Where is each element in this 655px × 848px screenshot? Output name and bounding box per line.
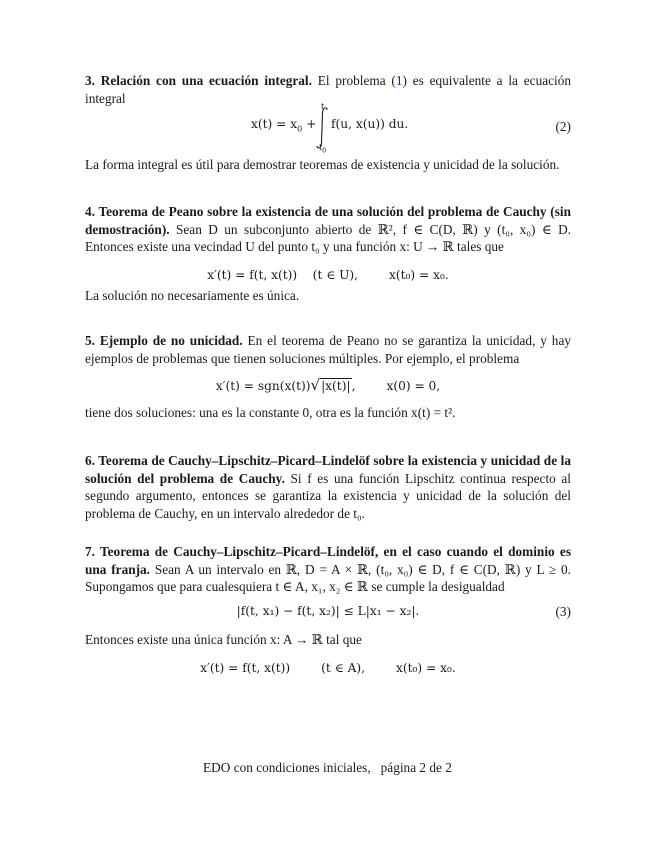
section-6 [85, 452, 571, 522]
equation-2: $x(t) = x_0$ + t $t_0$ f(u, x(u)) du. (2) [251, 102, 571, 155]
section-3 [85, 72, 571, 107]
cauchy-problem-equation: x′(t) = f(t, x(t)) (t ∈ A), x(t₀) = x₀. [200, 661, 456, 675]
equation-number: (3) [555, 604, 571, 619]
lipschitz-inequality: |f(t, x₁) − f(t, x₂)| ≤ L|x₁ − x₂|. (3) [236, 604, 571, 619]
section-5-remark: tiene dos soluciones: una es la constante 0, otra es la función x(t) = t². [85, 405, 456, 420]
section-7-paragraph: 7. Teorema de Cauchy–Lipschitz–Picard–Lindelöf, en el caso cuando el dominio es una franja. Sean A un intervalo en ℝ, D = A × ℝ, (t₀, x₀) ∈ D, f ∈ C(D, ℝ) y L ≥ 0. Supongamos que para cualesquiera t ∈ A, x₁, x₂ ∈ ℝ se cumple la desigualdad [85, 544, 571, 595]
section-4 [85, 203, 571, 256]
integral-sign: t $t_0$ [319, 102, 327, 155]
section-5 [85, 332, 571, 367]
section-4-remark: La solución no necesariamente es única. [85, 288, 300, 303]
section-6-paragraph: 6. Teorema de Cauchy–Lipschitz–Picard–Lindelöf sobre la existencia y unicidad de la solución del problema de Cauchy. Si f es una función Lipschitz continua respecto al segundo argumento, entonces se garantiza la existencia y unicidad de la solución del problema de Cauchy, en un intervalo alrededor de t₀. [85, 453, 571, 521]
non-uniqueness-equation: x′(t) = sgn(x(t))√|x(t)|, x(0) = 0, [215, 376, 441, 394]
section-7-heading: 7. Teorema de Cauchy–Lipschitz–Picard–Lindelöf, en el caso cuando el dominio es una franja. [85, 544, 571, 577]
section-4-heading: 4. Teorema de Peano sobre la existencia de una solución del problema de Cauchy (sin demostración). [85, 204, 571, 237]
section-3-remark: La forma integral es útil para demostrar teoremas de existencia y unicidad de la solución. [85, 157, 560, 172]
section-5-paragraph: 5. Ejemplo de no unicidad. En el teorema de Peano no se garantiza la unicidad, y hay ejemplos de problemas que tienen soluciones múltiples. Por ejemplo, el problema [85, 333, 571, 366]
section-5-heading: 5. Ejemplo de no unicidad. [85, 333, 243, 348]
section-4-paragraph: 4. Teorema de Peano sobre la existencia de una solución del problema de Cauchy (sin demostración). Sean D un subconjunto abierto de ℝ², f ∈ C(D, ℝ) y (t₀, x₀) ∈ D. Entonces existe una vecindad U del punto t₀ y una función x: U → ℝ tales que [85, 204, 571, 255]
section-3-paragraph: 3. Relación con una ecuación integral. El problema (1) es equivalente a la ecuación integral [85, 73, 572, 106]
peano-equation: x′(t) = f(t, x(t)) (t ∈ U), x(t₀) = x₀. [207, 268, 449, 282]
page-footer: EDO con condiciones iniciales, página 2 de 2 [203, 760, 452, 775]
equation-number: (2) [555, 119, 571, 134]
equation-reference-link[interactable]: 1 [395, 73, 403, 88]
section-7 [85, 543, 571, 596]
section-6-heading: 6. Teorema de Cauchy–Lipschitz–Picard–Lindelöf sobre la existencia y unicidad de la solución del problema de Cauchy. [85, 453, 571, 486]
section-7-remark: Entonces existe una única función x: A → ℝ tal que [85, 632, 362, 647]
section-3-heading: 3. Relación con una ecuación integral. [85, 73, 312, 88]
